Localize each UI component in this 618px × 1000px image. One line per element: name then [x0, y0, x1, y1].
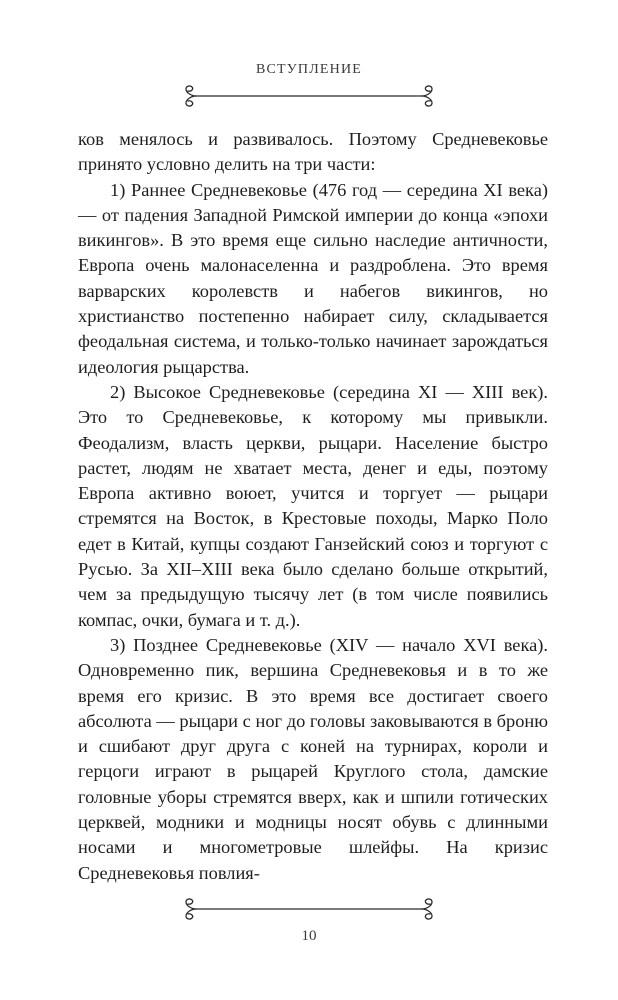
page-number: 10	[301, 928, 317, 944]
flourish-divider-icon	[174, 897, 444, 921]
flourish-divider-icon	[174, 84, 444, 108]
paragraph: ков менялось и развивалось. Поэтому Средневековье принято условно делить на три части:	[78, 129, 548, 175]
paragraph: 2) Высокое Средневековье (середина XI — XIII век). Это то Средневековье, к которому мы привыкли. Феодализм, власть церкви, рыцари. Население быстро растет, людям не хватает места, денег и еды, поэтому Европа активно воюет, учится и торгует — рыцари стремятся на Восток, в Крестовые походы, Марко Поло едет в Китай, купцы создают Ганзейский союз и торгуют с Русью. За XII–XIII века было сделано больше открытий, чем за предыдущую тысячу лет (в том числе появились компас, очки, бумага и т. д.).	[78, 381, 548, 630]
body-text	[78, 127, 548, 886]
paragraph: 3) Позднее Средневековье (XIV — начало XVI века). Одновременно пик, вершина Средневековья и в то же время его кризис. В это время все достигает своего абсолюта — рыцари с ног до головы заковываются в броню и сшибают друг друга с коней на турнирах, короли и герцоги играют в рыцарей Круглого стола, дамские головные уборы стремятся вверх, как и шпили готических церквей, модники и модницы носят обувь с длинными носами и многометровые шлейфы. На кризис Средневековья повлия-	[78, 634, 548, 883]
paragraph: 1) Раннее Средневековье (476 год — середина XI века) — от падения Западной Римской империи до конца «эпохи викингов». В это время еще сильно наследие античности, Европа очень малонаселенна и раздроблена. Это время варварских королевств и набегов викингов, но христианство постепенно набирает силу, складывается феодальная система, и только-только начинает зарождаться идеология рыцарства.	[78, 179, 548, 377]
running-header: ВСТУПЛЕНИЕ	[255, 62, 363, 77]
